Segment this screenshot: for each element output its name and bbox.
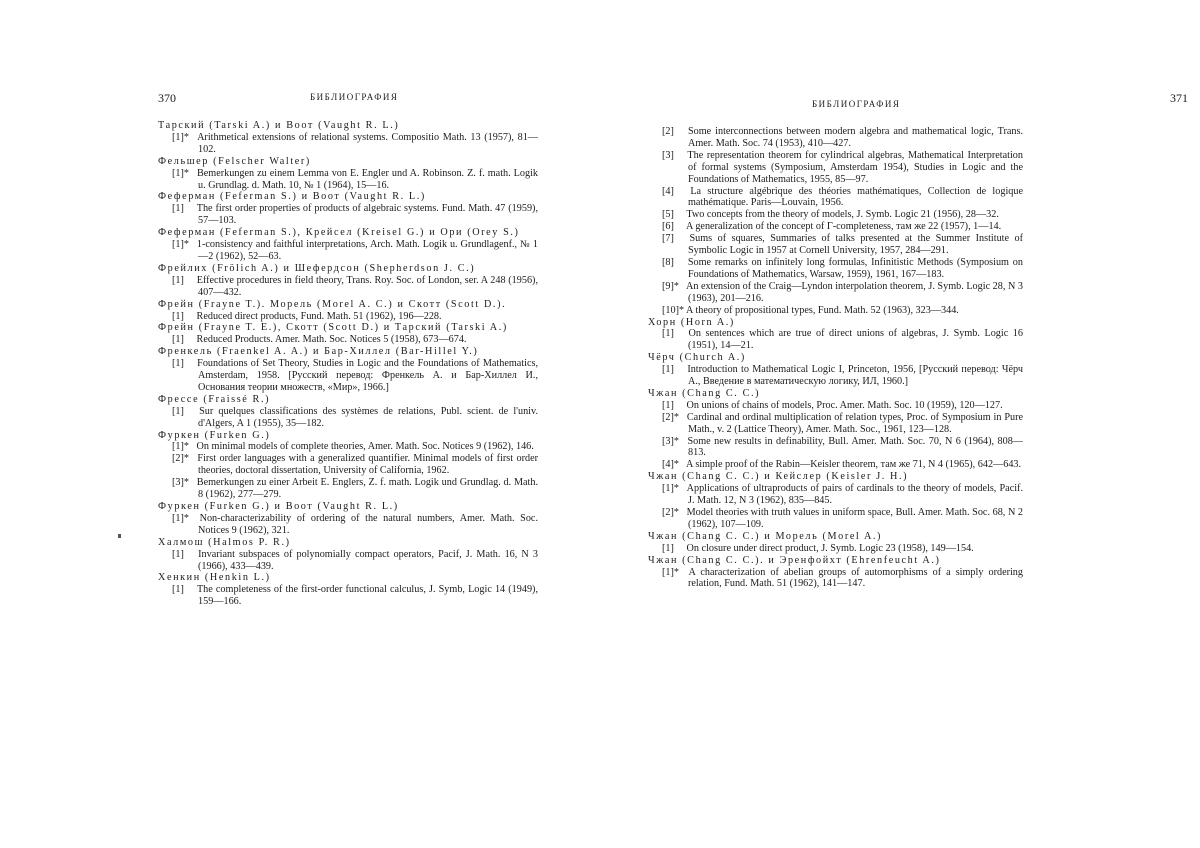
entry-number: [9]* <box>662 280 679 292</box>
author-name: Хенкин (Henkin L.) <box>158 572 271 584</box>
bibliography-author-heading <box>158 299 538 311</box>
entry-number: [1] <box>662 399 674 411</box>
entry-text: The completeness of the first-order functional calculus, J. Symb, Logic 14 (1949), 159—166. <box>194 584 538 608</box>
bibliography-entry <box>158 132 538 156</box>
entry-number: [2]* <box>172 453 189 465</box>
bibliography-entry <box>648 305 1023 317</box>
entry-number: [6] <box>662 221 674 233</box>
entry-text: Non-characterizability of ordering of the natural numbers, Amer. Math. Soc. Notices 9 (1962), 321. <box>194 512 538 536</box>
left-running-head <box>150 92 710 106</box>
bibliography-entry <box>158 203 538 227</box>
author-name: Тарский (Tarski A.) и Воот (Vaught R. L.) <box>158 120 400 131</box>
entry-text: Applications of ultraproducts of pairs of cardinals to the theory of models, Pacif. J. Math. 12, N 3 (1962), 835—845. <box>684 483 1023 507</box>
bibliography-author-heading <box>648 388 1023 400</box>
scan-speck <box>118 534 121 538</box>
bibliography-author-heading <box>158 322 538 334</box>
author-name: Фрейн (Frayne T.). Морель (Morel A. C.) и Скотт (Scott D.). <box>158 298 507 310</box>
right-running-head <box>640 91 1200 109</box>
bibliography-entry <box>158 549 538 573</box>
bibliography-entry <box>648 483 1023 507</box>
entry-number: [3] <box>662 149 674 161</box>
entry-number: [4] <box>662 185 674 197</box>
bibliography-entry <box>158 311 538 323</box>
author-name: Халмош (Halmos P. R.) <box>158 536 291 548</box>
entry-text: Reduced Products. Amer. Math. Soc. Notices 5 (1958), 673—674. <box>194 334 467 346</box>
bibliography-author-heading <box>648 317 1023 329</box>
bibliography-author-heading <box>648 352 1023 364</box>
entry-number: [1] <box>172 203 184 215</box>
bibliography-author-heading <box>158 156 538 168</box>
author-name: Фуркен (Furken G.) и Воот (Vaught R. L.) <box>158 501 399 512</box>
entry-number: [1] <box>172 584 184 596</box>
bibliography-entry <box>648 459 1023 471</box>
entry-number: [1]* <box>172 239 189 251</box>
entry-number: [2]* <box>662 411 679 423</box>
entry-number: [1]* <box>172 167 189 179</box>
bibliography-author-heading <box>158 346 538 358</box>
bibliography-author-heading <box>158 227 538 239</box>
bibliography-entry <box>158 239 538 263</box>
bibliography-entry <box>648 567 1023 591</box>
entry-text: Some interconnections between modern algebra and mathematical logic, Trans. Amer. Math. Soc. 74 (1953), 410—427. <box>684 126 1023 149</box>
right-running-title: БИБЛИОГРАФИЯ <box>812 99 901 109</box>
entry-number: [1] <box>662 328 674 340</box>
entry-text: Two concepts from the theory of models, J. Symb. Logic 21 (1956), 28—32. <box>684 209 999 221</box>
entry-number: [8] <box>662 256 674 268</box>
author-name: Чжан (Chang C. C.) и Кейслер (Keisler J. H.) <box>648 471 909 483</box>
bibliography-entry <box>158 584 538 608</box>
entry-number: [1] <box>172 274 184 286</box>
bibliography-author-heading <box>158 537 538 549</box>
right-bibliography-column <box>648 126 1023 590</box>
entry-text: The first order properties of products of algebraic systems. Fund. Math. 47 (1959), 57—103. <box>194 203 538 227</box>
bibliography-entry <box>158 453 538 477</box>
author-name: Феферман (Feferman S.), Крейсел (Kreisel G.) и Ори (Orey S.) <box>158 227 520 239</box>
bibliography-entry <box>158 441 538 453</box>
bibliography-entry <box>158 406 538 430</box>
bibliography-entry <box>648 257 1023 281</box>
bibliography-entry <box>648 507 1023 531</box>
bibliography-entry <box>648 221 1023 233</box>
entry-number: [1] <box>662 364 674 376</box>
entry-text: On minimal models of complete theories, Amer. Math. Soc. Notices 9 (1962), 146. <box>194 441 534 453</box>
bibliography-entry <box>648 186 1023 210</box>
entry-number: [3]* <box>662 435 679 447</box>
author-name: Фуркен (Furken G.) <box>158 429 271 441</box>
entry-text: Arithmetical extensions of relational systems. Compositio Math. 13 (1957), 81—102. <box>194 131 538 155</box>
entry-text: On unions of chains of models, Proc. Amer. Math. Soc. 10 (1959), 120—127. <box>684 399 1003 411</box>
author-name: Чёрч (Church A.) <box>648 352 746 364</box>
author-name: Френкель (Fraenkel A. A.) и Бар-Хиллел (Bar-Hillel Y.) <box>158 346 479 358</box>
entry-text: A characterization of abelian groups of automorphisms of a simply ordering relation, Fund. Math. 51 (1962), 141—147. <box>684 566 1023 590</box>
entry-text: Sums of squares, Summaries of talks presented at the Summer Institute of Symbolic Logic in 1957 at Cornell University, 1957, 284—291. <box>684 233 1023 257</box>
entry-number: [1] <box>172 310 184 322</box>
entry-number: [1]* <box>172 512 189 524</box>
bibliography-entry <box>648 412 1023 436</box>
bibliography-entry <box>158 168 538 192</box>
entry-text: A theory of propositional types, Fund. Math. 52 (1963), 323—344. <box>684 304 959 316</box>
entry-text: Sur quelques classifications des systèmes de relations, Publ. scient. de l'univ. d'Algers, A 1 (1955), 35—182. <box>194 405 538 429</box>
entry-number: [2] <box>662 126 674 137</box>
entry-text: Effective procedures in field theory, Trans. Roy. Soc. of London, ser. A 248 (1956), 407—432. <box>194 274 538 298</box>
bibliography-author-heading <box>158 430 538 442</box>
entry-text: Model theories with truth values in uniform space, Bull. Amer. Math. Soc. 68, N 2 (1962), 107—109. <box>684 507 1023 530</box>
entry-text: Some new results in definability, Bull. Amer. Math. Soc. 70, N 6 (1964), 808—813. <box>684 435 1023 459</box>
left-page <box>150 0 710 848</box>
entry-number: [4]* <box>662 459 679 471</box>
bibliography-entry <box>648 281 1023 305</box>
entry-number: [1]* <box>662 483 679 495</box>
entry-text: Introduction to Mathematical Logic I, Princeton, 1956, [Русский перевод: Чёрч А., Введение в математическую логику, ИЛ, 1960.] <box>684 364 1023 388</box>
left-page-number: 370 <box>158 91 176 105</box>
entry-number: [1]* <box>662 566 679 578</box>
author-name: Фрейн (Frayne T. E.), Скотт (Scott D.) и Тарский (Tarski A.) <box>158 322 508 334</box>
left-running-title: БИБЛИОГРАФИЯ <box>310 92 399 102</box>
entry-text: A generalization of the concept of Γ-completeness, там же 22 (1957), 1—14. <box>684 221 1002 233</box>
entry-text: Bemerkungen zu einer Arbeit E. Englers, Z. f. math. Logik und Grundlag. d. Math. 8 (1962), 277—279. <box>194 477 538 501</box>
bibliography-entry <box>648 209 1023 221</box>
bibliography-entry <box>158 275 538 299</box>
bibliography-entry <box>648 233 1023 257</box>
entry-text: Bemerkungen zu einem Lemma von E. Engler und A. Robinson. Z. f. math. Logik u. Grundlag. d. Math. 10, № 1 (1964), 15—16. <box>194 167 538 191</box>
author-name: Фрессе (Fraissé R.) <box>158 393 271 405</box>
entry-number: [2]* <box>662 507 679 518</box>
entry-text: On closure under direct product, J. Symb. Logic 23 (1958), 149—154. <box>684 542 974 554</box>
entry-number: [1] <box>662 542 674 554</box>
right-page-number: 371 <box>1170 91 1188 105</box>
entry-number: [5] <box>662 209 674 221</box>
bibliography-entry <box>158 334 538 346</box>
bibliography-author-heading <box>158 501 538 513</box>
bibliography-author-heading <box>648 471 1023 483</box>
left-bibliography-column <box>158 120 538 608</box>
entry-number: [1] <box>172 548 184 560</box>
bibliography-author-heading <box>158 572 538 584</box>
bibliography-entry <box>648 543 1023 555</box>
bibliography-entry <box>158 477 538 501</box>
entry-text: First order languages with a generalized quantifier. Minimal models of first order theories, doctoral dissertation, University of California, 1962. <box>194 453 538 477</box>
entry-text: An extension of the Craig—Lyndon interpolation theorem, J. Symb. Logic 28, N 3 (1963), 201—216. <box>684 280 1023 304</box>
entry-text: Foundations of Set Theory, Studies in Logic and the Foundations of Mathematics, Amsterdam, 1958. [Русский перевод: Френкель А. и Бар-Хиллел И., Основания теории множеств, «Мир», 1966.] <box>194 358 538 393</box>
bibliography-entry <box>648 436 1023 460</box>
entry-text: 1-consistency and faithful interpretations, Arch. Math. Logik u. Grundlagenf., № 1—2 (1962), 52—63. <box>194 239 538 262</box>
bibliography-author-heading <box>648 531 1023 543</box>
entry-text: La structure algébrique des théories mathématiques, Collection de logique mathématique. Paris—Louvain, 1956. <box>684 185 1023 209</box>
bibliography-author-heading <box>158 394 538 406</box>
entry-text: On sentences which are true of direct unions of algebras, J. Symb. Logic 16 (1951), 14—21. <box>684 328 1023 352</box>
bibliography-author-heading <box>158 120 538 132</box>
bibliography-author-heading <box>158 263 538 275</box>
entry-text: The representation theorem for cylindrical algebras, Mathematical Interpretation of formal systems (Symposium, Amsterdam 1954), Studies in Logic and the Foundations of Mathematics, 1955, 85—97. <box>684 149 1023 185</box>
bibliography-entry <box>648 150 1023 186</box>
entry-number: [1] <box>172 405 184 417</box>
author-name: Чжан (Chang C. C.) и Морель (Morel A.) <box>648 530 883 542</box>
bibliography-entry <box>648 126 1023 150</box>
bibliography-author-heading <box>648 555 1023 567</box>
right-page <box>640 0 1200 848</box>
entry-number: [1]* <box>172 131 189 143</box>
bibliography-entry <box>158 358 538 394</box>
entry-text: Reduced direct products, Fund. Math. 51 (1962), 196—228. <box>194 310 442 322</box>
bibliography-author-heading <box>158 191 538 203</box>
author-name: Феферман (Feferman S.) и Воот (Vaught R. L.) <box>158 191 426 203</box>
entry-number: [1] <box>172 334 184 346</box>
bibliography-entry <box>648 328 1023 352</box>
bibliography-entry <box>648 364 1023 388</box>
entry-number: [1] <box>172 358 184 370</box>
entry-text: Cardinal and ordinal multiplication of relation types, Proc. of Symposium in Pure Math., v. 2 (Lattice Theory), Amer. Math. Soc., 1961, 123—128. <box>684 411 1023 435</box>
author-name: Чжан (Chang C. C.) <box>648 387 761 399</box>
bibliography-entry <box>158 513 538 537</box>
entry-number: [1]* <box>172 441 189 453</box>
author-name: Чжан (Chang C. C.). и Эренфойхт (Ehrenfeucht A.) <box>648 554 941 566</box>
entry-text: A simple proof of the Rabin—Keisler theorem, там же 71, N 4 (1965), 642—643. <box>684 459 1022 471</box>
author-name: Фрейлих (Frölich A.) и Шефердсон (Shepherdson J. C.) <box>158 262 476 274</box>
entry-number: [10]* <box>662 304 685 316</box>
entry-number: [3]* <box>172 477 189 489</box>
entry-text: Some remarks on infinitely long formulas, Infinitistic Methods (Symposium on Foundations of Mathematics, Warsaw, 1959), 1961, 167—183. <box>684 256 1023 280</box>
author-name: Фельшер (Felscher Walter) <box>158 155 311 167</box>
entry-number: [7] <box>662 233 674 245</box>
bibliography-entry <box>648 400 1023 412</box>
author-name: Хорн (Horn A.) <box>648 316 735 328</box>
entry-text: Invariant subspaces of polynomially compact operators, Pacif, J. Math. 16, N 3 (1966), 433—439. <box>194 548 538 572</box>
